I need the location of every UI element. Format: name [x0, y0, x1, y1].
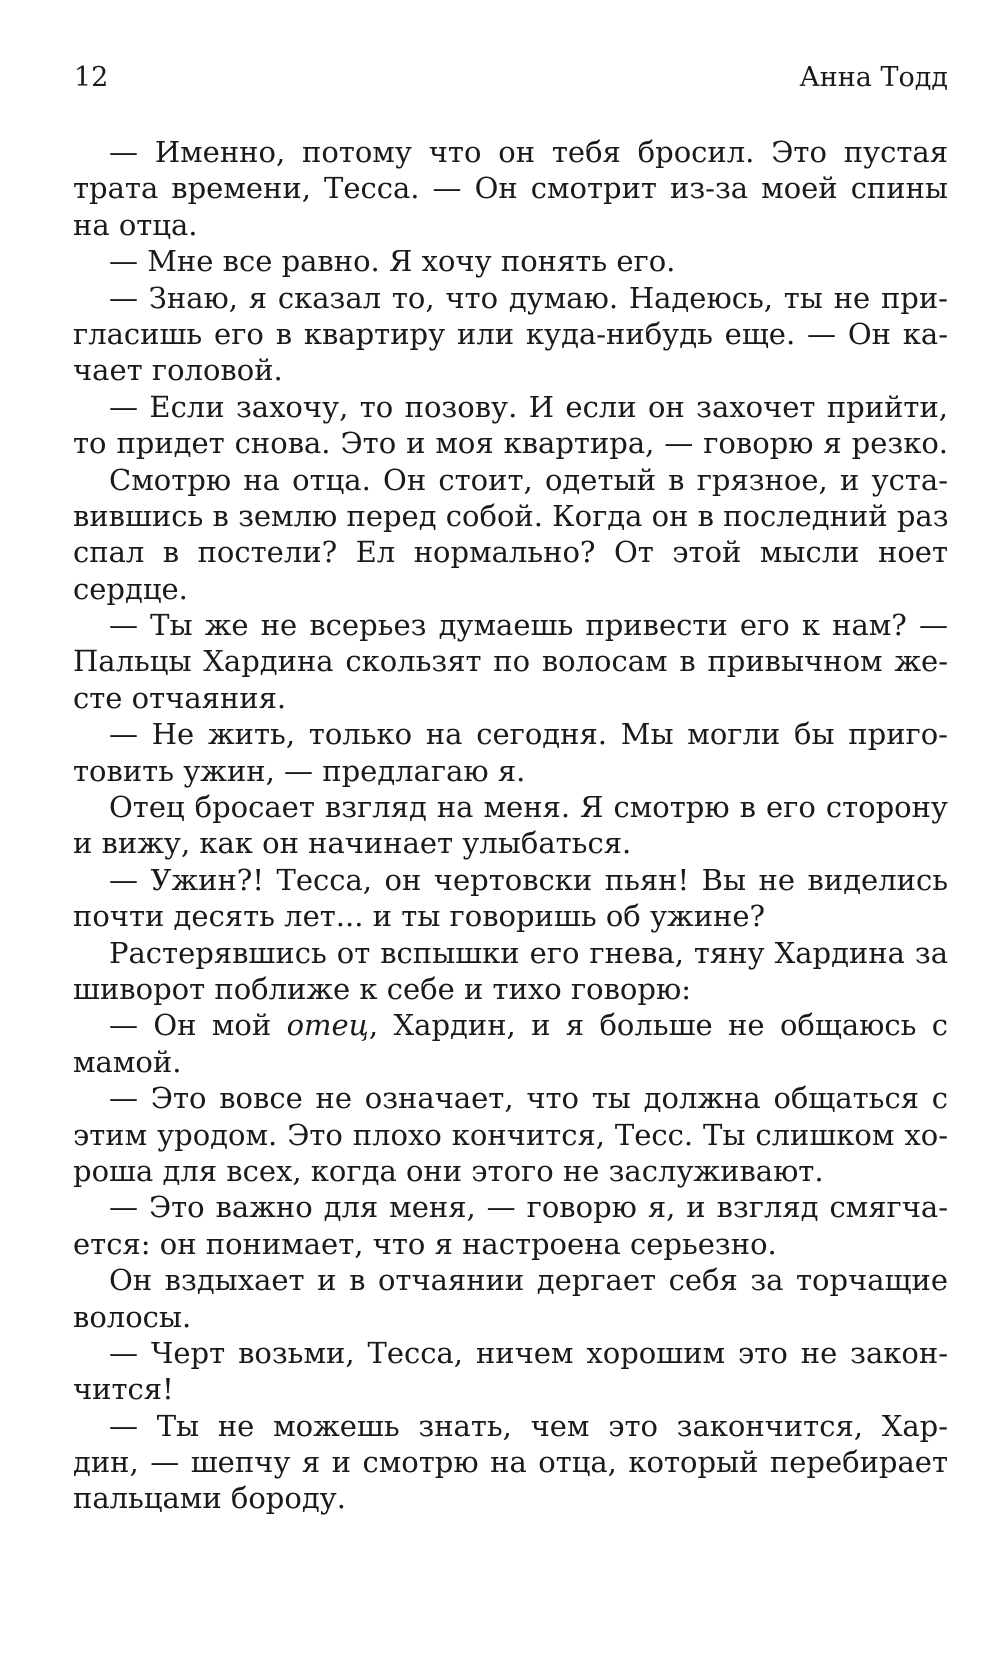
text-line: пальцами бороду.	[73, 1481, 346, 1516]
running-head	[74, 62, 948, 102]
text-line	[73, 1007, 948, 1043]
text-line: Смотрю на отца. Он стоит, одетый в грязное, и уста-	[109, 462, 948, 497]
text-line: — Это вовсе не означает, что ты должна общаться с	[109, 1081, 948, 1116]
text-line: Растерявшись от вспышки его гнева, тяну Хардина за	[109, 935, 948, 970]
text-line: — Черт возьми, Тесса, ничем хорошим это не закон-	[109, 1335, 948, 1370]
text-line: товить ужин, — предлагаю я.	[73, 753, 526, 788]
text-line: волосы.	[73, 1299, 192, 1334]
text-segment: — Он мой	[109, 1008, 287, 1043]
text-line: Отец бросает взгляд на меня. Я смотрю в его сторону	[109, 790, 948, 825]
body-text	[73, 134, 948, 1517]
text-line: Он вздыхает и в отчаянии дергает себя за торчащие	[109, 1263, 948, 1298]
text-line: шиворот поближе к себе и тихо говорю:	[73, 971, 691, 1006]
page-number: 12	[74, 62, 109, 93]
author-name: Анна Тодд	[799, 62, 948, 93]
text-line: — Ты не можешь знать, чем это закончится, Хар-	[109, 1408, 948, 1443]
text-line: чится!	[73, 1372, 174, 1407]
text-line: спал в постели? Ел нормально? От этой мысли ноет	[73, 535, 948, 570]
text-line: мамой.	[73, 1044, 182, 1079]
text-line: роша для всех, когда они этого не заслуживают.	[73, 1153, 824, 1188]
text-line: — Мне все равно. Я хочу понять его.	[109, 244, 676, 279]
text-line: то придет снова. Это и моя квартира, — говорю я резко.	[73, 426, 948, 461]
text-line: на отца.	[73, 207, 198, 242]
text-line: — Это важно для меня, — говорю я, и взгляд смягча-	[109, 1190, 948, 1225]
text-line: — Не жить, только на сегодня. Мы могли бы приго-	[109, 717, 948, 752]
text-line: чает головой.	[73, 353, 283, 388]
text-line: трата времени, Тесса. — Он смотрит из-за моей спины	[73, 171, 948, 206]
text-line: — Если захочу, то позову. И если он захочет прийти,	[109, 389, 948, 424]
text-line: Пальцы Хардина скользят по волосам в привычном же-	[73, 644, 948, 679]
text-line: — Ты же не всерьез думаешь привести его к нам? —	[109, 608, 948, 643]
text-line: — Ужин?! Тесса, он чертовски пьян! Вы не виделись	[109, 862, 948, 897]
text-line: ется: он понимает, что я настроена серьезно.	[73, 1226, 777, 1261]
text-line: гласишь его в квартиру или куда-нибудь еще. — Он ка-	[73, 316, 948, 351]
text-line: и вижу, как он начинает улыбаться.	[73, 826, 632, 861]
text-line: сердце.	[73, 571, 188, 606]
text-line: сте отчаяния.	[73, 680, 287, 715]
italic-text: отец	[286, 1008, 369, 1043]
text-line: — Именно, потому что он тебя бросил. Это пустая	[109, 135, 948, 169]
text-segment: , Хардин, и я больше не общаюсь с	[368, 1008, 948, 1043]
text-line: — Знаю, я сказал то, что думаю. Надеюсь, ты не при-	[109, 280, 948, 315]
text-line: этим уродом. Это плохо кончится, Тесс. Ты слишком хо-	[73, 1117, 948, 1152]
text-line: дин, — шепчу я и смотрю на отца, который перебирает	[73, 1445, 948, 1480]
text-line: вившись в землю перед собой. Когда он в последний раз	[73, 498, 949, 533]
text-line: почти десять лет... и ты говоришь об ужине?	[73, 899, 766, 934]
